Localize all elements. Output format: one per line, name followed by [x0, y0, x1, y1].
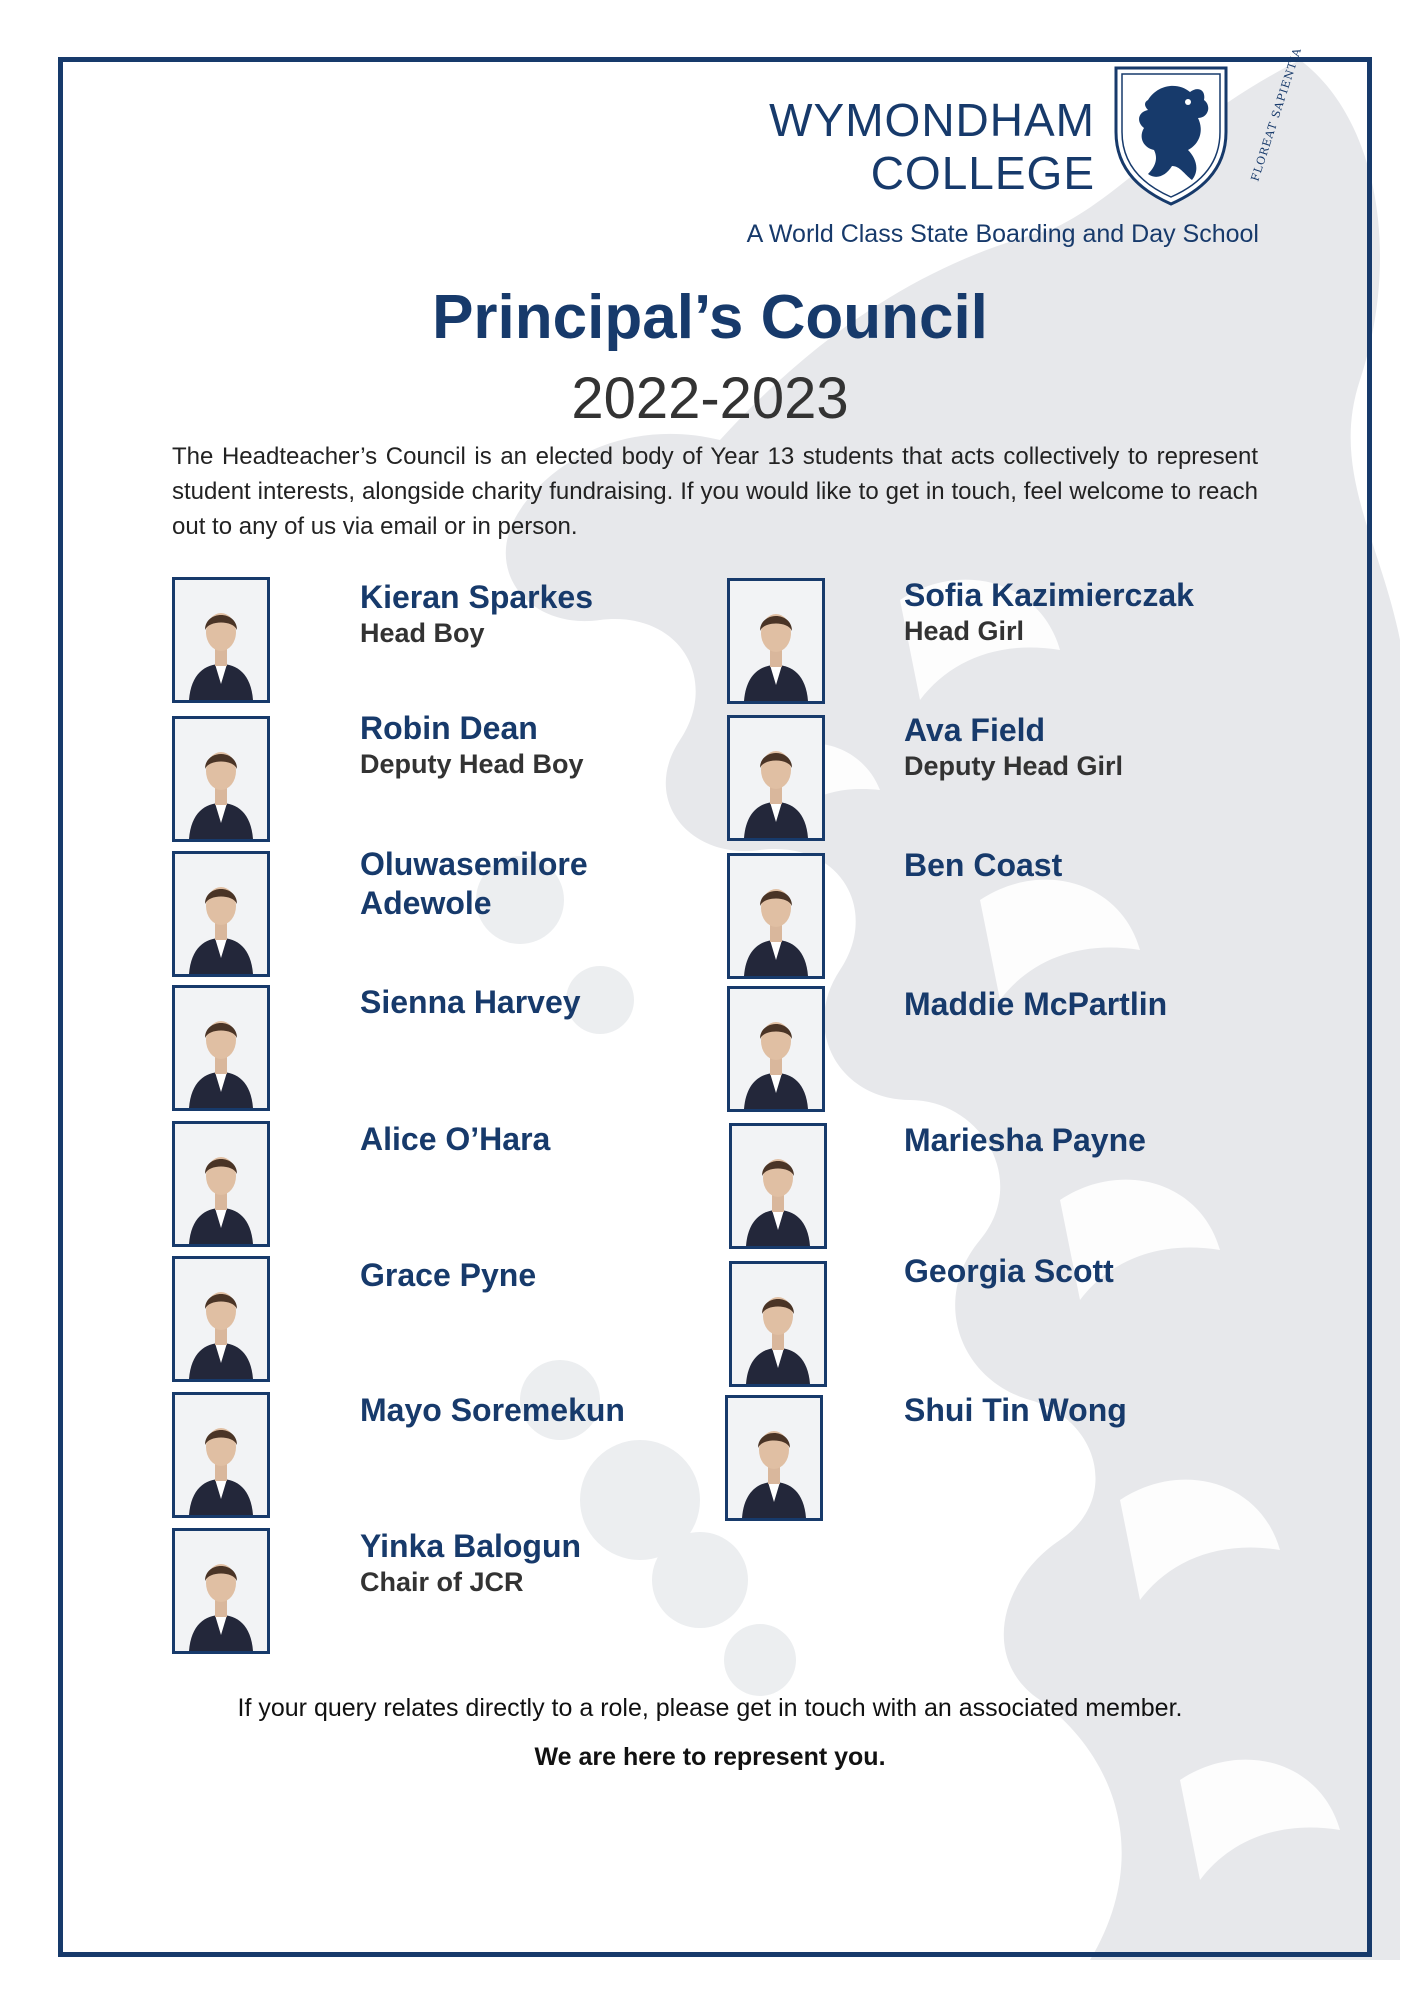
- member-photo: [729, 1123, 827, 1249]
- member-photo: [729, 1261, 827, 1387]
- member-photo: [727, 578, 825, 704]
- member-photo: [172, 1256, 270, 1382]
- member-role: Deputy Head Girl: [904, 751, 1124, 781]
- portrait-image: [732, 1264, 824, 1384]
- member-name: Robin Dean: [360, 710, 538, 746]
- member-role: Head Boy: [360, 618, 485, 648]
- member-name: Ava Field: [904, 712, 1046, 748]
- portrait-image: [728, 1398, 820, 1518]
- member-name: Mariesha Payne: [904, 1122, 1146, 1158]
- page-year: 2022-2023: [571, 366, 849, 431]
- footer-emphasis: We are here to represent you.: [534, 1743, 886, 1771]
- footer-note: If your query relates directly to a role, please get in touch with an associated member.: [237, 1694, 1183, 1722]
- member-name-line1: Oluwasemilore: [360, 846, 588, 882]
- portrait-image: [175, 719, 267, 839]
- member-name: Kieran Sparkes: [360, 579, 594, 615]
- portrait-image: [175, 1124, 267, 1244]
- member-photo: [727, 986, 825, 1112]
- member-name: Alice O’Hara: [360, 1121, 551, 1157]
- member-role: Deputy Head Boy: [360, 749, 584, 779]
- portrait-image: [175, 1395, 267, 1515]
- member-name: Sienna Harvey: [360, 984, 581, 1020]
- member-photo: [172, 577, 270, 703]
- member-name: Ben Coast: [904, 847, 1063, 883]
- member-name-line2: Adewole: [360, 885, 492, 921]
- member-name: Shui Tin Wong: [904, 1392, 1127, 1428]
- member-photo: [725, 1395, 823, 1521]
- portrait-image: [175, 580, 267, 700]
- lion-rampant-shield-icon: [1108, 45, 1305, 212]
- member-name: Sofia Kazimierczak: [904, 577, 1194, 613]
- member-role: Chair of JCR: [360, 1567, 524, 1597]
- school-name: [769, 94, 1095, 200]
- member-role: Head Girl: [904, 616, 1025, 646]
- member-photo: [172, 1528, 270, 1654]
- portrait-image: [730, 989, 822, 1109]
- portrait-image: [732, 1126, 824, 1246]
- member-name: Yinka Balogun: [360, 1528, 582, 1564]
- portrait-image: [175, 854, 267, 974]
- school-name-line1: WYMONDHAM: [769, 94, 1095, 146]
- portrait-image: [175, 1259, 267, 1379]
- motto-text: FLOREAT SAPIENTIA: [1248, 45, 1305, 183]
- school-tagline: A World Class State Boarding and Day School: [746, 220, 1259, 248]
- member-photo: [172, 1392, 270, 1518]
- portrait-image: [730, 581, 822, 701]
- member-photo: [172, 716, 270, 842]
- member-name: Georgia Scott: [904, 1253, 1114, 1289]
- member-name: Grace Pyne: [360, 1257, 537, 1293]
- member-photo: [172, 1121, 270, 1247]
- member-photo: [172, 851, 270, 977]
- portrait-image: [175, 1531, 267, 1651]
- school-name-line2: COLLEGE: [870, 147, 1095, 199]
- portrait-image: [730, 718, 822, 838]
- member-photo: [727, 715, 825, 841]
- portrait-image: [175, 988, 267, 1108]
- intro-paragraph: The Headteacher’s Council is an elected body of Year 13 students that acts collectively to represent student interests, alongside charity fundraising. If you would like to get in touch, feel welcome to reach out to any of us via email or in person.: [172, 443, 1258, 540]
- portrait-image: [730, 856, 822, 976]
- member-name: Maddie McPartlin: [904, 986, 1168, 1022]
- page-title: Principal’s Council: [432, 283, 988, 352]
- member-name: Mayo Soremekun: [360, 1392, 625, 1428]
- member-photo: [727, 853, 825, 979]
- member-photo: [172, 985, 270, 1111]
